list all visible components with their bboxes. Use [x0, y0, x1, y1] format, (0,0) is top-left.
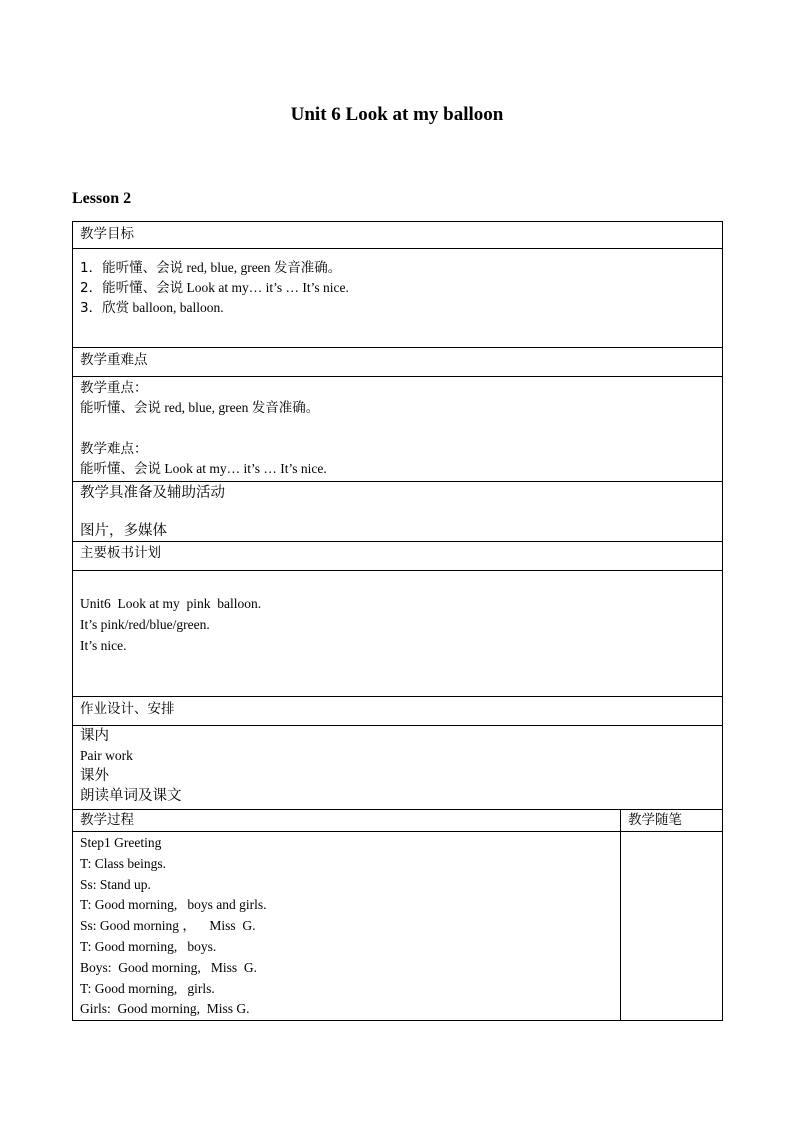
- preparation-row: [73, 482, 723, 542]
- homework-after-class-label: 课外: [80, 768, 109, 784]
- key-points-content: [73, 377, 723, 482]
- homework-in-class-label: 课内: [80, 728, 109, 744]
- preparation-header: 教学具准备及辅助活动: [80, 485, 225, 501]
- document-title: Unit 6 Look at my balloon: [290, 104, 504, 125]
- notes-content: [621, 832, 723, 1021]
- board-header-row: [73, 542, 723, 571]
- process-line: Girls: Good morning, Miss G.: [80, 1001, 250, 1017]
- preparation-text: 图片，多媒体: [80, 523, 167, 539]
- difficulty-text: 能听懂、会说 Look at my… it’s … It’s nice.: [80, 461, 327, 477]
- board-row: [73, 571, 723, 697]
- board-line: It’s pink/red/blue/green.: [80, 617, 210, 632]
- difficulty-label: 教学难点：: [80, 441, 148, 457]
- key-points-header: 教学重难点: [73, 348, 723, 377]
- homework-header: 作业设计、安排: [73, 697, 723, 726]
- objectives-header: 教学目标: [73, 222, 723, 249]
- process-line: Ss: Stand up.: [80, 876, 151, 892]
- process-header-row: [73, 810, 723, 832]
- objective-item: 3．欣赏 balloon, balloon.: [80, 300, 224, 316]
- preparation-content: [73, 482, 723, 542]
- homework-after-class-task: 朗读单词及课文: [80, 788, 182, 804]
- lesson-plan-table: [72, 221, 723, 1021]
- process-line: T: Good morning, boys.: [80, 938, 217, 954]
- objectives-row: [73, 249, 723, 348]
- process-content: [73, 832, 621, 1021]
- objective-item: 2．能听懂、会说 Look at my… it’s … It’s nice.: [80, 280, 349, 296]
- homework-row: [73, 726, 723, 810]
- process-line: Step1 Greeting: [80, 835, 162, 850]
- process-line: Boys: Good morning, Miss G.: [80, 959, 258, 975]
- key-points-row: [73, 377, 723, 482]
- process-row: [73, 832, 723, 1021]
- homework-in-class-task: Pair work: [80, 748, 133, 763]
- homework-content: [73, 726, 723, 810]
- homework-header-row: [73, 697, 723, 726]
- objectives-header-row: [73, 222, 723, 249]
- lesson-heading: Lesson 2: [72, 190, 132, 207]
- notes-header: 教学随笔: [621, 810, 723, 832]
- focus-text: 能听懂、会说 red, blue, green 发音准确。: [80, 400, 320, 416]
- process-header: 教学过程: [73, 810, 621, 832]
- focus-label: 教学重点：: [80, 380, 148, 396]
- key-points-header-row: [73, 348, 723, 377]
- board-line: Unit6 Look at my pink balloon.: [80, 596, 262, 611]
- process-line: T: Good morning, boys and girls.: [80, 897, 267, 913]
- board-header: 主要板书计划: [73, 542, 723, 571]
- board-line: It’s nice.: [80, 638, 127, 653]
- board-content: [73, 571, 723, 697]
- objective-item: 1．能听懂、会说 red, blue, green 发音准确。: [80, 260, 342, 276]
- process-line: T: Class beings.: [80, 855, 166, 871]
- objectives-content: [73, 249, 723, 348]
- process-line: T: Good morning, girls.: [80, 980, 215, 996]
- process-line: Ss: Good morning ， Miss G.: [80, 918, 256, 934]
